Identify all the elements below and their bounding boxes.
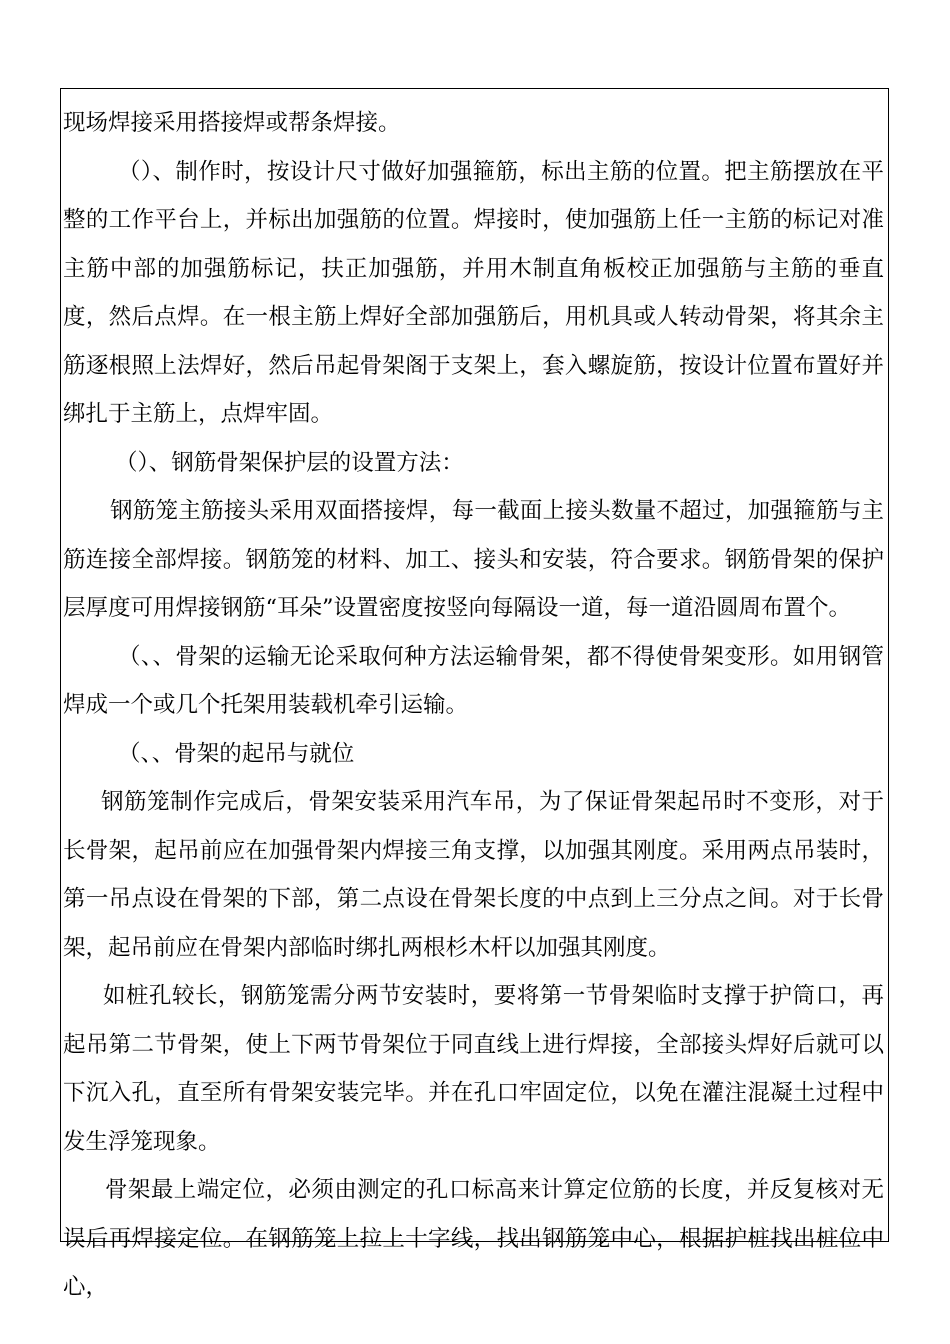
paragraph-2: （）、制作时，按设计尺寸做好加强箍筋，标出主筋的位置。把主筋摆放在平整的工作平台上，并标出加强筋的位置。焊接时，使加强筋上任一主筋的标记对准主筋中部的加强筋标记，扶正加强筋，并用木制直角板校正加强筋与主筋的垂直度，然后点焊。在一根主筋上焊好全部加强筋后，用机具或人转动骨架，将其余主筋逐根照上法焊好，然后吊起骨架阁于支架上，套入螺旋筋，按设计位置布置好并绑扎于主筋上，点焊牢固。 bbox=[63, 158, 884, 427]
paragraph-3: （）、钢筋骨架保护层的设置方法： bbox=[115, 449, 464, 476]
document-body bbox=[61, 89, 888, 1312]
paragraph-6: （、、骨架的起吊与就位 bbox=[118, 740, 355, 767]
paragraph-9: 骨架最上端定位，必须由测定的孔口标高来计算定位筋的长度，并反复核对无误后再焊接定位。在钢筋笼上拉上十字线，找出钢筋笼中心，根据护桩找出桩位中心， bbox=[63, 1177, 884, 1300]
paragraph-1: 现场焊接采用搭接焊或帮条焊接。 bbox=[63, 110, 401, 136]
paragraph-7: 钢筋笼制作完成后，骨架安装采用汽车吊，为了保证骨架起吊时不变形，对于长骨架，起吊前应在加强骨架内焊接三角支撑，以加强其刚度。采用两点吊装时，第一吊点设在骨架的下部，第二点设在骨架长度的中点到上三分点之间。对于长骨架，起吊前应在骨架内部临时绑扎两根杉木杆以加强其刚度。 bbox=[63, 789, 884, 961]
paragraph-4: 钢筋笼主筋接头采用双面搭接焊，每一截面上接头数量不超过，加强箍筋与主筋连接全部焊接。钢筋笼的材料、加工、接头和安装，符合要求。钢筋骨架的保护层厚度可用焊接钢筋“耳朵”设置密度按竖向每隔设一道，每一道沿圆周布置个。 bbox=[63, 498, 884, 621]
paragraph-8: 如桩孔较长，钢筋笼需分两节安装时，要将第一节骨架临时支撑于护筒口，再起吊第二节骨架，使上下两节骨架位于同直线上进行焊接，全部接头焊好后就可以下沉入孔，直至所有骨架安装完毕。并在孔口牢固定位，以免在灌注混凝土过程中发生浮笼现象。 bbox=[63, 983, 884, 1155]
paragraph-5: （、、骨架的运输无论采取何种方法运输骨架，都不得使骨架变形。如用钢管焊成一个或几个托架用装载机牵引运输。 bbox=[63, 643, 884, 718]
document-frame bbox=[60, 88, 889, 1300]
